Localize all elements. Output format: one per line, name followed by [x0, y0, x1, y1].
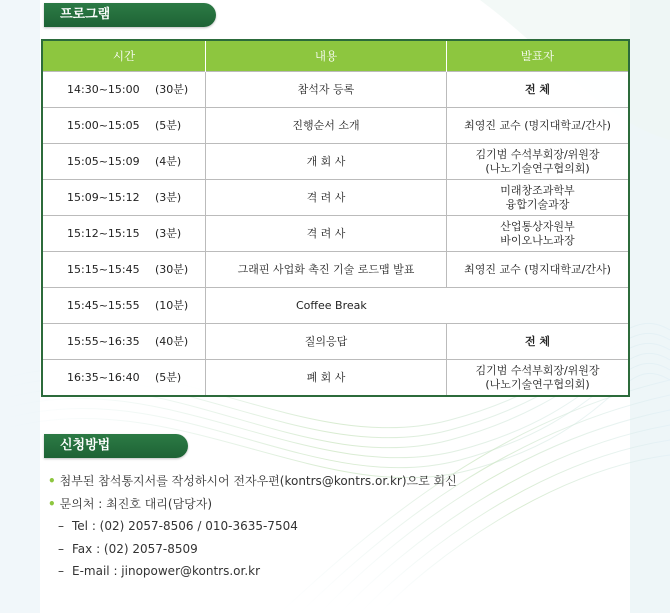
- content-cell: 그래핀 사업화 촉진 기술 로드맵 발표: [206, 252, 447, 288]
- apply-info-list: [48, 470, 457, 583]
- program-section-title: 프로그램: [44, 3, 216, 27]
- time-cell: [42, 108, 206, 144]
- duration: (3분): [155, 190, 182, 204]
- speaker-cell: 전 체: [447, 324, 630, 360]
- time-cell: [42, 72, 206, 108]
- header-content: 내용: [206, 40, 447, 72]
- duration: (40분): [155, 334, 189, 348]
- time-cell: [42, 324, 206, 360]
- list-item: – E-mail : jinopower@kontrs.or.kr: [48, 560, 457, 583]
- time-cell: [42, 252, 206, 288]
- list-item: • 첨부된 참석통지서를 작성하시어 전자우편(kontrs@kontrs.or.kr)으로 회신: [48, 474, 457, 488]
- program-schedule-table: [41, 39, 630, 397]
- duration: (5분): [155, 118, 182, 132]
- time-cell: [42, 180, 206, 216]
- table-row: [42, 72, 629, 108]
- table-row: [42, 324, 629, 360]
- dash-icon: –: [58, 519, 64, 533]
- table-row: [42, 252, 629, 288]
- dash-icon: –: [58, 564, 64, 578]
- header-time: 시간: [42, 40, 206, 72]
- speaker-cell: 산업통상자원부 바이오나노과장: [447, 216, 630, 252]
- duration: (30분): [155, 262, 189, 276]
- time-cell: [42, 288, 206, 324]
- table-header-row: [42, 40, 629, 72]
- speaker-cell: 최영진 교수 (명지대학교/간사): [447, 108, 630, 144]
- content-cell: 참석자 등록: [206, 72, 447, 108]
- dash-icon: –: [58, 541, 64, 556]
- time-range: 16:35~16:40: [67, 370, 140, 384]
- time-range: 15:00~15:05: [67, 118, 140, 132]
- content-cell: 개 회 사: [206, 144, 447, 180]
- speaker-cell: 최영진 교수 (명지대학교/간사): [447, 252, 630, 288]
- time-range: 15:05~15:09: [67, 154, 140, 168]
- time-range: 15:45~15:55: [67, 298, 140, 312]
- duration: (5분): [155, 370, 182, 384]
- duration: (10분): [155, 298, 189, 312]
- speaker-cell: 김기범 수석부회장/위원장 (나노기술연구협의회): [447, 144, 630, 180]
- table-row: [42, 288, 629, 324]
- time-range: 14:30~15:00: [67, 82, 140, 96]
- time-cell: [42, 144, 206, 180]
- duration: (4분): [155, 154, 182, 168]
- apply-section-title: 신청방법: [44, 434, 188, 458]
- time-range: 15:55~16:35: [67, 334, 140, 348]
- table-row: [42, 216, 629, 252]
- table-row: [42, 180, 629, 216]
- bullet-icon: •: [48, 496, 56, 511]
- duration: (30분): [155, 82, 189, 96]
- header-speaker: 발표자: [447, 40, 630, 72]
- duration: (3분): [155, 226, 182, 240]
- speaker-cell: 미래창조과학부 융합기술과장: [447, 180, 630, 216]
- table-row: [42, 108, 629, 144]
- table-row: [42, 144, 629, 180]
- time-range: 15:09~15:12: [67, 190, 140, 204]
- content-cell: 진행순서 소개: [206, 108, 447, 144]
- time-cell: [42, 216, 206, 252]
- time-range: 15:12~15:15: [67, 226, 140, 240]
- list-item: – Tel : (02) 2057-8506 / 010-3635-7504: [48, 515, 457, 538]
- content-cell: 격 려 사: [206, 216, 447, 252]
- list-item: – Fax : (02) 2057-8509: [48, 538, 457, 561]
- speaker-cell: 김기범 수석부회장/위원장 (나노기술연구협의회): [447, 360, 630, 397]
- content-cell: 폐 회 사: [206, 360, 447, 397]
- table-row: [42, 360, 629, 397]
- list-item: • 문의처 : 최진호 대리(담당자): [48, 496, 213, 511]
- speaker-cell: 전 체: [447, 72, 630, 108]
- content-cell: 질의응답: [206, 324, 447, 360]
- time-cell: [42, 360, 206, 397]
- time-range: 15:15~15:45: [67, 262, 140, 276]
- content-cell: 격 려 사: [206, 180, 447, 216]
- bullet-icon: •: [48, 474, 56, 488]
- content-cell: Coffee Break: [206, 288, 630, 324]
